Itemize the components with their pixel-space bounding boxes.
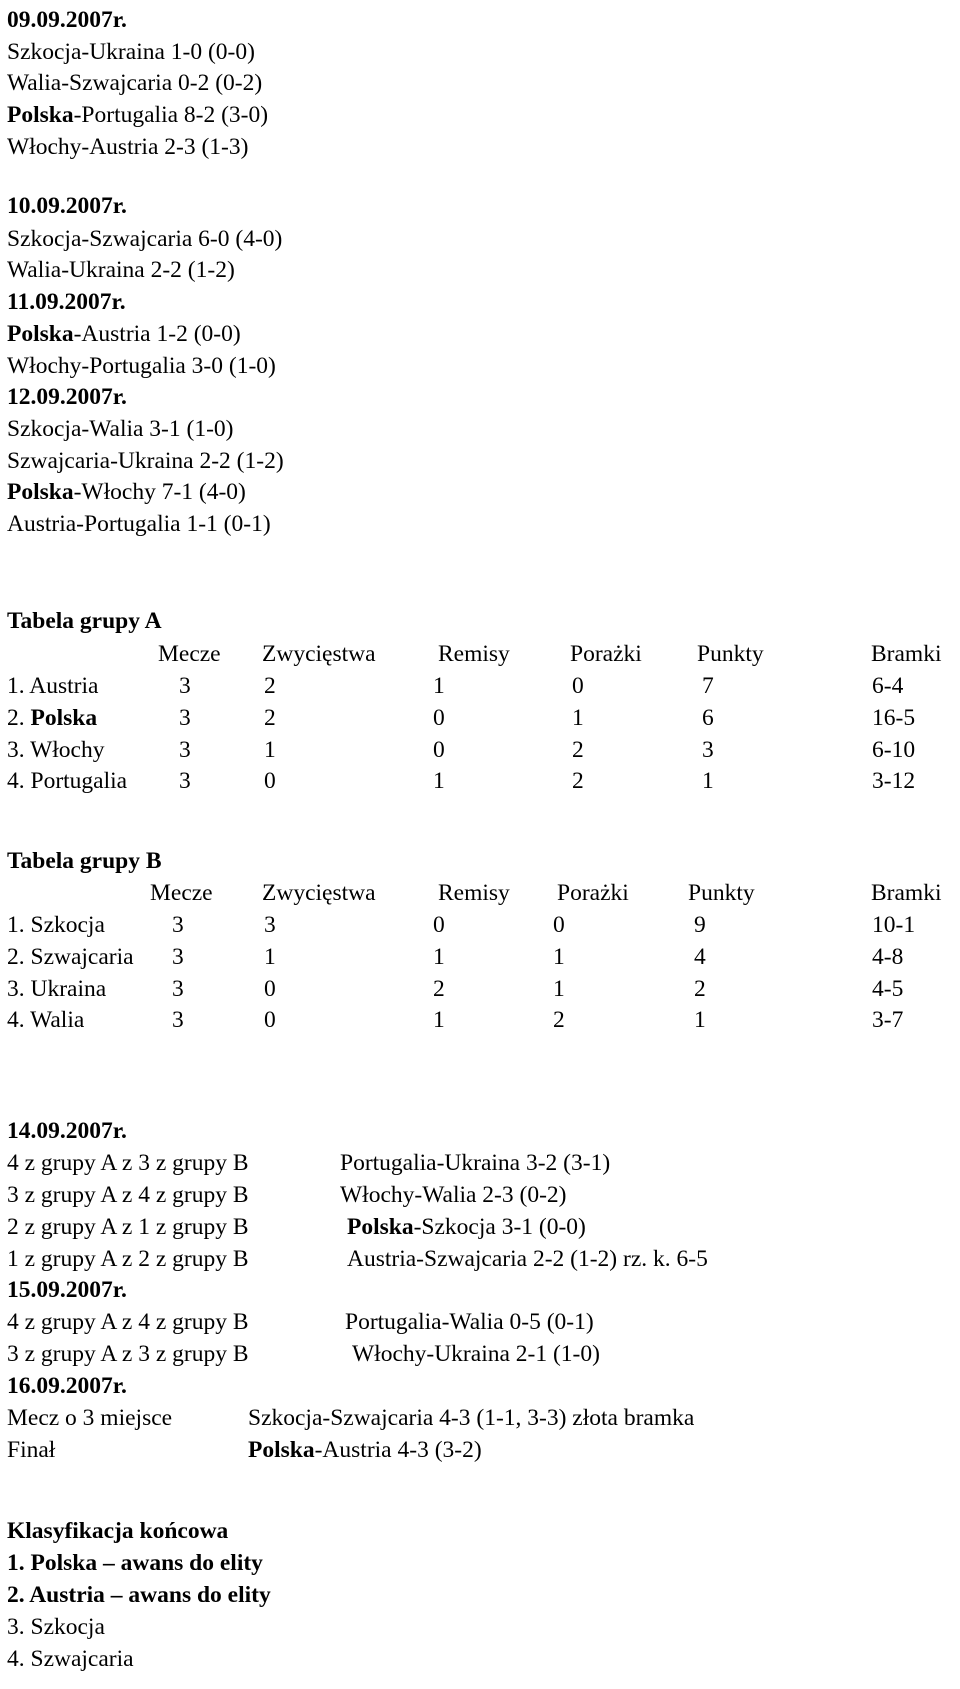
playoff-result xyxy=(352,1340,600,1368)
match-text: Szkocja-Ukraina 1-0 (0-0) xyxy=(7,39,255,65)
playoff-line xyxy=(7,1181,249,1209)
playoff-line xyxy=(7,1340,249,1368)
match-line xyxy=(7,415,234,443)
table-cell: 1 xyxy=(433,1007,445,1033)
table-cell: 3 xyxy=(172,944,184,970)
pairing-label: 4 z grupy A z 3 z grupy B xyxy=(7,1150,249,1176)
playoff-line xyxy=(7,1213,249,1241)
match-text: -Szkocja 3-1 (0-0) xyxy=(413,1214,586,1240)
table-cell: 0 xyxy=(264,1007,276,1033)
ranking-item: 1. Polska – awans do elity xyxy=(7,1550,263,1576)
table-cell: 1 xyxy=(264,737,276,763)
team-name: Szwajcaria xyxy=(30,944,134,970)
col-header: Remisy xyxy=(438,641,510,667)
match-text: -Austria 1-2 (0-0) xyxy=(73,321,241,347)
match-line xyxy=(7,447,284,475)
match-line xyxy=(7,225,282,253)
table-cell: 3-7 xyxy=(872,1007,904,1033)
match-text: Walia-Ukraina 2-2 (1-2) xyxy=(7,257,235,283)
team-cell: 4. Portugalia xyxy=(7,768,128,794)
table-cell: 1 xyxy=(433,673,445,699)
match-line xyxy=(7,510,271,538)
table-cell: 2 xyxy=(264,705,276,731)
match-line xyxy=(7,320,241,348)
table-cell: 6-10 xyxy=(872,737,916,763)
pairing-label: Mecz o 3 miejsce xyxy=(7,1405,173,1431)
match-line xyxy=(7,256,235,284)
playoff-result xyxy=(347,1213,586,1241)
team-cell: 2. Szwajcaria xyxy=(7,944,134,970)
table-cell: 0 xyxy=(572,673,584,699)
table-cell: 2 xyxy=(572,737,584,763)
table-cell: 3 xyxy=(172,1007,184,1033)
table-cell: 3 xyxy=(179,768,191,794)
match-line xyxy=(7,352,276,380)
table-cell: 6 xyxy=(702,705,714,731)
table-cell: 1 xyxy=(572,705,584,731)
match-date: 12.09.2007r. xyxy=(7,384,127,410)
table-cell: 0 xyxy=(433,737,445,763)
match-text: -Portugalia 8-2 (3-0) xyxy=(73,102,269,128)
match-line xyxy=(7,478,246,506)
playoff-result xyxy=(340,1149,610,1177)
match-date: 09.09.2007r. xyxy=(7,7,127,33)
pairing-label: 3 z grupy A z 3 z grupy B xyxy=(7,1341,249,1367)
match-text: Szkocja-Szwajcaria 4-3 (1-1, 3-3) złota bramka xyxy=(248,1405,695,1431)
match-text: -Austria 4-3 (3-2) xyxy=(314,1437,482,1463)
table-cell: 6-4 xyxy=(872,673,904,699)
match-text: Włochy-Ukraina 2-1 (1-0) xyxy=(352,1341,600,1367)
highlighted-team: Polska xyxy=(7,102,74,128)
table-cell: 10-1 xyxy=(872,912,916,938)
col-header: Punkty xyxy=(697,641,764,667)
playoff-result xyxy=(248,1436,482,1464)
pairing-label: 3 z grupy A z 4 z grupy B xyxy=(7,1182,249,1208)
team-name: Szkocja xyxy=(30,912,105,938)
team-name: Polska xyxy=(30,705,98,731)
table-cell: 0 xyxy=(433,705,445,731)
table-cell: 2 xyxy=(264,673,276,699)
col-header: Zwycięstwa xyxy=(262,880,376,906)
team-cell: 4. Walia xyxy=(7,1007,85,1033)
match-text: Szwajcaria-Ukraina 2-2 (1-2) xyxy=(7,448,284,474)
col-header: Punkty xyxy=(688,880,755,906)
team-cell: 3. Ukraina xyxy=(7,976,107,1002)
table-cell: 0 xyxy=(264,768,276,794)
table-cell: 4 xyxy=(694,944,706,970)
col-header: Porażki xyxy=(570,641,642,667)
table-cell: 9 xyxy=(694,912,706,938)
playoff-line xyxy=(7,1149,249,1177)
table-cell: 3 xyxy=(702,737,714,763)
table-cell: 16-5 xyxy=(872,705,916,731)
playoff-line xyxy=(7,1436,55,1464)
match-line xyxy=(7,133,248,161)
col-header: Zwycięstwa xyxy=(262,641,376,667)
match-text: Austria-Szwajcaria 2-2 (1-2) rz. k. 6-5 xyxy=(347,1246,708,1272)
match-text: Austria-Portugalia 1-1 (0-1) xyxy=(7,511,271,537)
col-header: Bramki xyxy=(871,641,942,667)
playoff-result xyxy=(345,1308,594,1336)
table-cell: 2 xyxy=(694,976,706,1002)
match-text: Szkocja-Walia 3-1 (1-0) xyxy=(7,416,234,442)
team-name: Portugalia xyxy=(30,768,128,794)
table-cell: 3 xyxy=(179,705,191,731)
table-cell: 3 xyxy=(179,737,191,763)
team-cell: 1. Szkocja xyxy=(7,912,105,938)
table-title: Tabela grupy A xyxy=(7,608,162,634)
ranking-item: 3. Szkocja xyxy=(7,1614,105,1640)
table-cell: 0 xyxy=(433,912,445,938)
col-header: Mecze xyxy=(150,880,213,906)
table-cell: 7 xyxy=(702,673,714,699)
table-cell: 1 xyxy=(553,944,565,970)
table-cell: 2 xyxy=(553,1007,565,1033)
playoff-result xyxy=(340,1181,567,1209)
table-cell: 1 xyxy=(702,768,714,794)
match-text: Włochy-Walia 2-3 (0-2) xyxy=(340,1182,567,1208)
match-text: Portugalia-Walia 0-5 (0-1) xyxy=(345,1309,594,1335)
pairing-label: 1 z grupy A z 2 z grupy B xyxy=(7,1246,249,1272)
team-cell: 3. Włochy xyxy=(7,737,105,763)
match-date: 15.09.2007r. xyxy=(7,1277,127,1303)
playoff-line xyxy=(7,1245,249,1273)
col-header: Mecze xyxy=(158,641,221,667)
table-cell: 1 xyxy=(433,944,445,970)
table-cell: 4-8 xyxy=(872,944,904,970)
team-name: Włochy xyxy=(30,737,105,763)
match-line xyxy=(7,69,262,97)
playoff-line xyxy=(7,1308,249,1336)
team-name: Austria xyxy=(29,673,99,699)
match-text: Włochy-Austria 2-3 (1-3) xyxy=(7,134,249,160)
table-cell: 2 xyxy=(433,976,445,1002)
pairing-label: 4 z grupy A z 4 z grupy B xyxy=(7,1309,249,1335)
playoff-result xyxy=(248,1404,694,1432)
table-cell: 1 xyxy=(694,1007,706,1033)
table-cell: 1 xyxy=(553,976,565,1002)
table-cell: 3 xyxy=(179,673,191,699)
table-cell: 3 xyxy=(172,976,184,1002)
match-text: Portugalia-Ukraina 3-2 (3-1) xyxy=(340,1150,611,1176)
playoff-result xyxy=(347,1245,708,1273)
team-name: Ukraina xyxy=(30,976,107,1002)
pairing-label: 2 z grupy A z 1 z grupy B xyxy=(7,1214,249,1240)
team-cell: 1. Austria xyxy=(7,673,99,699)
match-date: 14.09.2007r. xyxy=(7,1118,127,1144)
highlighted-team: Polska xyxy=(7,321,74,347)
playoff-line xyxy=(7,1404,172,1432)
table-cell: 1 xyxy=(264,944,276,970)
team-name: Walia xyxy=(30,1007,85,1033)
highlighted-team: Polska xyxy=(7,479,74,505)
col-header: Porażki xyxy=(557,880,629,906)
pairing-label: Finał xyxy=(7,1437,56,1463)
table-cell: 0 xyxy=(553,912,565,938)
col-header: Remisy xyxy=(438,880,510,906)
highlighted-team: Polska xyxy=(347,1214,414,1240)
table-cell: 2 xyxy=(572,768,584,794)
table-cell: 3 xyxy=(264,912,276,938)
match-line xyxy=(7,101,268,129)
col-header: Bramki xyxy=(871,880,942,906)
match-text: Szkocja-Szwajcaria 6-0 (4-0) xyxy=(7,226,283,252)
table-cell: 3 xyxy=(172,912,184,938)
match-text: Włochy-Portugalia 3-0 (1-0) xyxy=(7,353,276,379)
table-cell: 3-12 xyxy=(872,768,916,794)
table-cell: 4-5 xyxy=(872,976,904,1002)
match-text: Walia-Szwajcaria 0-2 (0-2) xyxy=(7,70,263,96)
table-cell: 0 xyxy=(264,976,276,1002)
match-date: 10.09.2007r. xyxy=(7,193,127,219)
team-cell: 2. Polska xyxy=(7,705,98,731)
ranking-item: 4. Szwajcaria xyxy=(7,1646,134,1672)
ranking-item: 2. Austria – awans do elity xyxy=(7,1582,271,1608)
match-date: 16.09.2007r. xyxy=(7,1373,127,1399)
match-line xyxy=(7,38,255,66)
match-text: -Włochy 7-1 (4-0) xyxy=(73,479,246,505)
table-cell: 1 xyxy=(433,768,445,794)
highlighted-team: Polska xyxy=(248,1437,315,1463)
ranking-title: Klasyfikacja końcowa xyxy=(7,1518,229,1544)
table-title: Tabela grupy B xyxy=(7,848,162,874)
match-date: 11.09.2007r. xyxy=(7,289,126,315)
